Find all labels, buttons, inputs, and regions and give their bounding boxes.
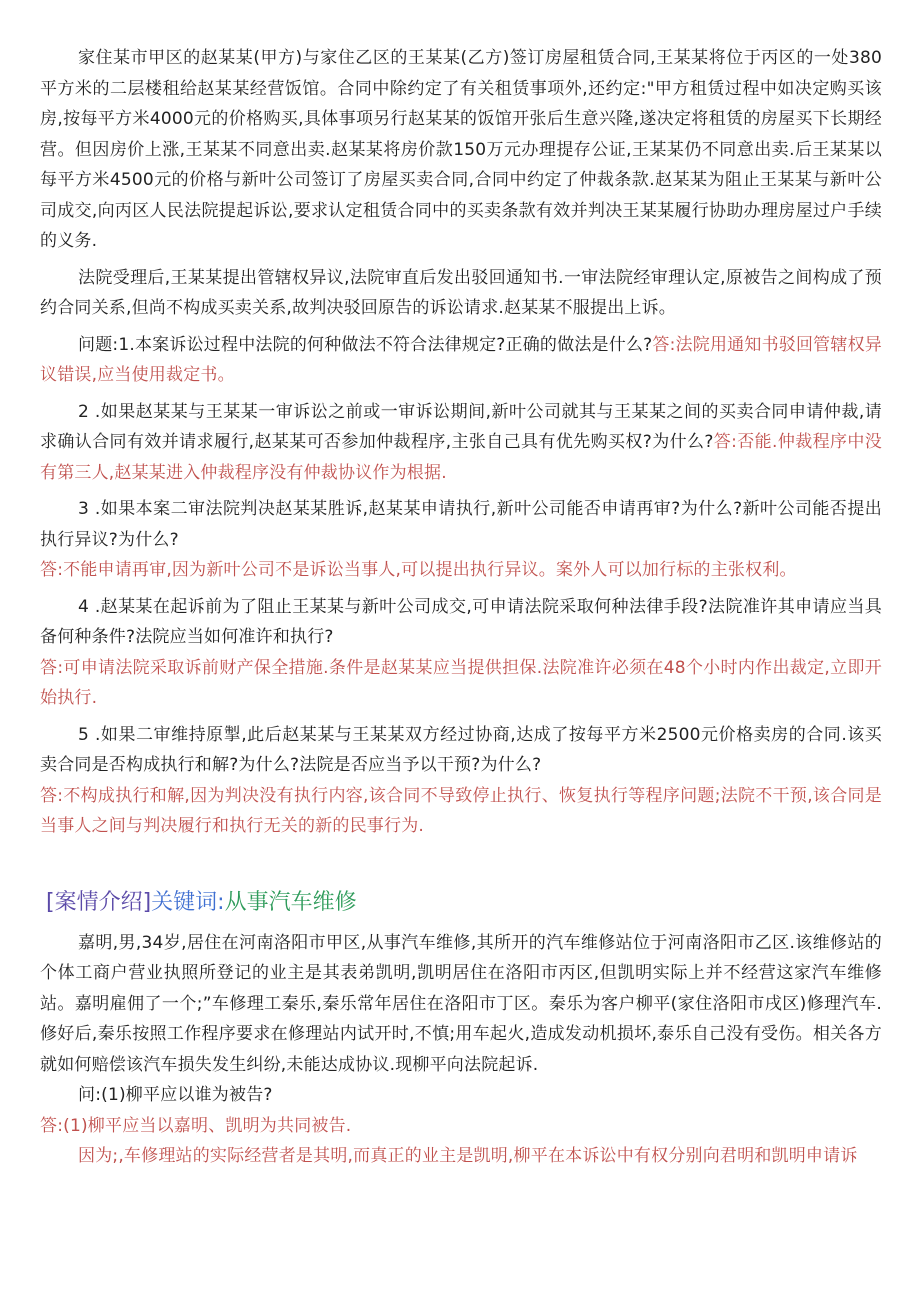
case2-facts-paragraph: 嘉明,男,34岁,居住在河南洛阳市甲区,从事汽车维修,其所开的汽车维修站位于河南洛阳市乙区.该维修站的个体工商户营业执照所登记的业主是其表弟凯明,凯明居住在洛阳市丙区,但凯明实际上并不经营这家汽车维修站。嘉明雇佣了一个;”车修理工秦乐,秦乐常年居住在洛阳市丁区。秦乐为客户柳平(家住洛阳市戌区)修理汽车.修好后,秦乐按照工作程序要求在修理站内试开时,不慎;用车起火,造成发动机损坏,泰乐自己没有受伤。相关各方就如何赔偿该汽车损失发生纠纷,未能达成协议.现柳平向法院起诉. [40,932,882,1075]
question-5: 5 .如果二审维持原掣,此后赵某某与王某某双方经过协商,达成了按每平方米2500元价格卖房的合同.该买卖合同是否构成执行和解?为什么?法院是否应当予以干预?为什么? [40,724,882,775]
case2-answer-1-reason: 因为;,车修理站的实际经营者是其明,而真正的业主是凯明,柳平在本诉讼中有权分别向君明和凯明申请诉 [78,1146,858,1166]
case1-facts-paragraph-2: 法院受理后,王某某提出管辖权异议,法院审直后发出驳回通知书.一审法院经审理认定,原被告之间构成了预约合同关系,但尚不构成买卖关系,故判决驳回原告的诉讼请求.赵某某不服提出上诉。 [40,267,882,318]
document-page [40,43,882,1172]
question-1 [40,330,882,391]
case2-heading-bracket: [案情介绍] [46,889,152,915]
answer-1: 答:法院用通知书驳回管辖权异议错误,应当使用裁定书。 [40,334,882,385]
question-4: 4 .赵某某在起诉前为了阻止王某某与新叶公司成交,可申请法院采取何种法律手段?法院准许其申请应当具备何种条件?法院应当如何准许和执行? [40,596,882,647]
case2-heading [46,886,882,920]
question-2 [40,397,882,489]
answer-4: 答:可申请法院采取诉前财产保全措施.条件是赵某某应当提供担保.法院准许必须在48个小时内作出裁定,立即开始执行. [40,657,882,708]
answer-2: 答:否能.仲裁程序中没有第三人,赵某某进入仲裁程序没有仲裁协议作为根据. [40,432,882,483]
question-3: 3 .如果本案二审法院判决赵某某胜诉,赵某某申请执行,新叶公司能否申请再审?为什么?新叶公司能否提出执行异议?为什么? [40,499,882,550]
case1-facts-paragraph-1: 家住某市甲区的赵某某(甲方)与家住乙区的王某某(乙方)签订房屋租赁合同,王某某将位于丙区的一处380平方米的二层楼租给赵某某经营饭馆。合同中除约定了有关租赁事项外,还约定:"甲方租赁过程中如决定购买该房,按每平方米4000元的价格购买,具体事项另行赵某某的饭馆开张后生意兴隆,遂决定将租赁的房屋买下长期经营。但因房价上涨,王某某不同意出卖.赵某某将房价款150万元办理提存公证,王某某仍不同意出卖.后王某某以每平方米4500元的价格与新叶公司签订了房屋买卖合同,合同中约定了仲裁条款.赵某某为阻止王某某与新叶公司成交,向丙区人民法院提起诉讼,要求认定租赁合同中的买卖条款有效并判决王某某履行协助办理房屋过户手续的义务. [40,48,882,251]
case2-answer-1: 答:(1)柳平应当以嘉明、凯明为共同被告. [40,1115,352,1136]
question-2-text: 2 .如果赵某某与王某某一审诉讼之前或一审诉讼期间,新叶公司就其与王某某之间的买卖合同申请仲裁,请求确认合同有效并请求履行,赵某某可否参加仲裁程序,主张自己具有优先购买权?为什么? [40,401,882,452]
answer-5: 答:不构成执行和解,因为判决没有执行内容,该合同不导致停止执行、恢复执行等程序问题;法院不干预,该合同是当事人之间与判决履行和执行无关的新的民事行为. [40,785,882,836]
case2-keyword-value: 从事汽车维修 [224,889,357,915]
question-1-text: 问题:1.本案诉讼过程中法院的何种做法不符合法律规定?正确的做法是什么? [78,334,653,355]
case2-keyword-label: 关键词: [151,889,225,915]
case2-question-1: 问:(1)柳平应以谁为被告? [78,1085,273,1105]
answer-3: 答:不能申请再审,因为新叶公司不是诉讼当事人,可以提出执行异议。案外人可以加行标的主张权利。 [40,560,797,580]
